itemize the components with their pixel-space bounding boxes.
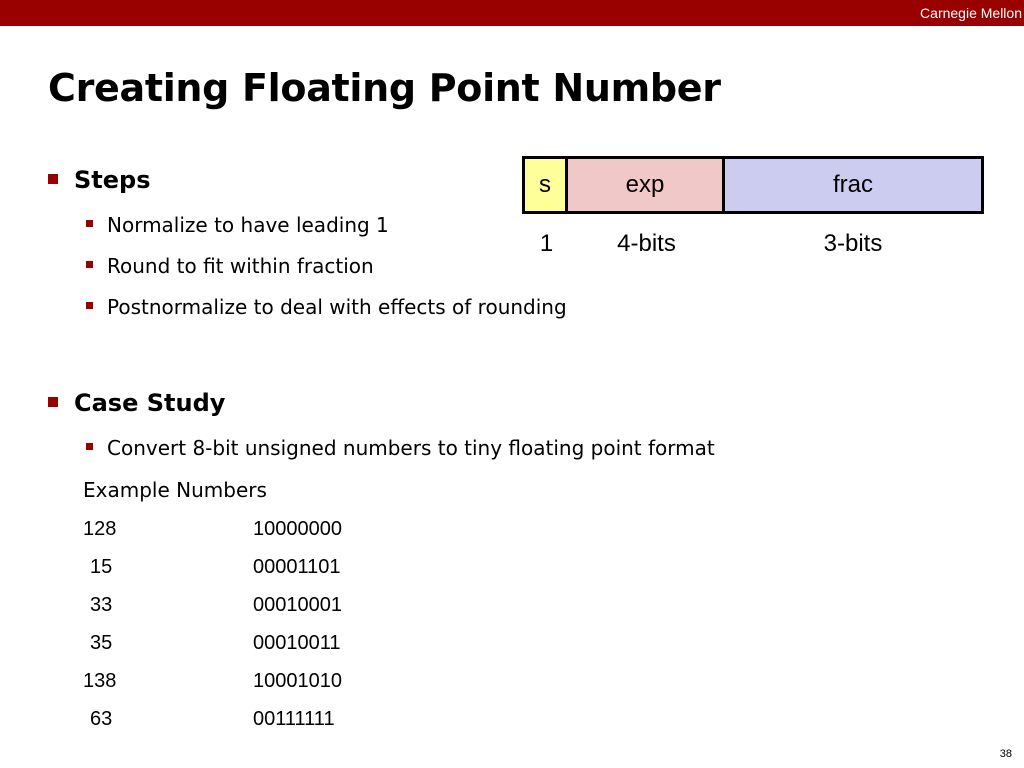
list-item <box>86 213 389 237</box>
bullet-square-icon <box>86 443 93 450</box>
slide-title: Creating Floating Point Number <box>48 66 721 110</box>
case-study-heading <box>48 389 225 417</box>
case-study-heading-text: Case Study <box>74 389 226 417</box>
exp-field: exp <box>568 159 725 211</box>
frac-field: frac <box>725 159 981 211</box>
list-item <box>86 436 715 460</box>
case-study-item-text: Convert 8-bit unsigned numbers to tiny floating point format <box>107 436 715 460</box>
steps-heading-text: Steps <box>74 166 151 194</box>
example-decimal: 35 <box>90 632 113 654</box>
bullet-square-icon <box>48 397 58 407</box>
example-binary: 00001101 <box>253 556 341 578</box>
bullet-square-icon <box>48 174 58 184</box>
example-decimal: 138 <box>83 670 117 692</box>
example-binary: 00111111 <box>253 708 335 730</box>
list-item <box>86 295 567 319</box>
example-binary: 00010001 <box>253 594 342 616</box>
example-numbers-label: Example Numbers <box>83 478 267 502</box>
step-item-text: Postnormalize to deal with effects of rounding <box>107 295 567 319</box>
brand-label: Carnegie Mellon <box>920 5 1022 21</box>
example-binary: 10000000 <box>253 518 342 540</box>
exp-bits-label: 4-bits <box>617 230 676 257</box>
example-binary: 10001010 <box>253 670 342 692</box>
list-item <box>86 254 374 278</box>
frac-bits-label: 3-bits <box>823 230 883 257</box>
header-bar <box>0 0 1024 26</box>
steps-heading <box>48 166 151 194</box>
sign-field: s <box>525 159 568 211</box>
example-decimal: 128 <box>83 518 117 540</box>
bullet-square-icon <box>86 302 93 309</box>
step-item-text: Round to fit within fraction <box>107 254 374 278</box>
example-binary: 00010011 <box>253 632 341 654</box>
bullet-square-icon <box>86 261 93 268</box>
sign-bits-label: 1 <box>539 230 554 257</box>
bullet-square-icon <box>86 220 93 227</box>
example-decimal: 33 <box>90 594 113 616</box>
float-format-diagram <box>522 156 984 214</box>
example-decimal: 15 <box>90 556 113 578</box>
example-decimal: 63 <box>90 708 113 730</box>
step-item-text: Normalize to have leading 1 <box>107 213 389 237</box>
page-number: 38 <box>999 748 1012 760</box>
